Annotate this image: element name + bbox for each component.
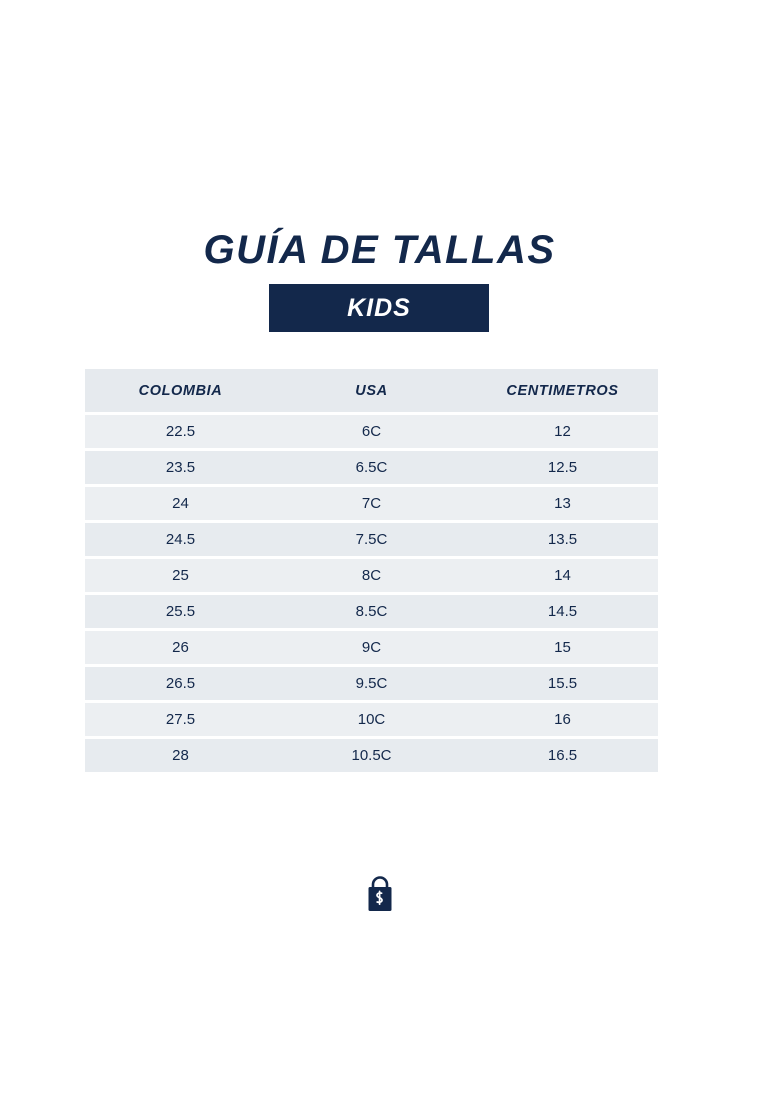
- size-table-container: [85, 366, 658, 775]
- cell-colombia: 23.5: [85, 451, 276, 484]
- cell-centimetros: 15: [467, 631, 658, 664]
- cell-usa: 6C: [276, 415, 467, 448]
- table-row: [85, 631, 658, 664]
- cell-usa: 9C: [276, 631, 467, 664]
- table-header-row: [85, 369, 658, 412]
- category-badge-label: KIDS: [347, 293, 411, 322]
- column-header-usa: USA: [276, 369, 467, 412]
- cell-centimetros: 16.5: [467, 739, 658, 772]
- column-header-centimetros: CENTIMETROS: [467, 369, 658, 412]
- page-title: GUÍA DE TALLAS: [203, 228, 556, 272]
- table-row: [85, 487, 658, 520]
- cell-colombia: 24: [85, 487, 276, 520]
- cell-centimetros: 12: [467, 415, 658, 448]
- cell-colombia: 27.5: [85, 703, 276, 736]
- cell-usa: 9.5C: [276, 667, 467, 700]
- cell-colombia: 25.5: [85, 595, 276, 628]
- cell-colombia: 26.5: [85, 667, 276, 700]
- footer-logo: [0, 876, 759, 919]
- table-row: [85, 739, 658, 772]
- cell-usa: 8.5C: [276, 595, 467, 628]
- cell-usa: 7C: [276, 487, 467, 520]
- column-header-colombia: COLOMBIA: [85, 369, 276, 412]
- table-row: [85, 703, 658, 736]
- table-row: [85, 523, 658, 556]
- size-table: [85, 366, 658, 775]
- table-row: [85, 559, 658, 592]
- cell-centimetros: 15.5: [467, 667, 658, 700]
- cell-colombia: 26: [85, 631, 276, 664]
- cell-centimetros: 12.5: [467, 451, 658, 484]
- size-table-body: [85, 415, 658, 772]
- cell-centimetros: 14: [467, 559, 658, 592]
- table-row: [85, 451, 658, 484]
- cell-usa: 10C: [276, 703, 467, 736]
- shopping-bag-icon: [364, 876, 396, 919]
- cell-colombia: 25: [85, 559, 276, 592]
- size-table-head: [85, 369, 658, 412]
- cell-usa: 8C: [276, 559, 467, 592]
- cell-centimetros: 16: [467, 703, 658, 736]
- cell-usa: 10.5C: [276, 739, 467, 772]
- category-badge: [269, 284, 489, 332]
- cell-colombia: 24.5: [85, 523, 276, 556]
- table-row: [85, 595, 658, 628]
- cell-usa: 6.5C: [276, 451, 467, 484]
- table-row: [85, 667, 658, 700]
- cell-colombia: 22.5: [85, 415, 276, 448]
- cell-colombia: 28: [85, 739, 276, 772]
- cell-centimetros: 13.5: [467, 523, 658, 556]
- table-row: [85, 415, 658, 448]
- cell-centimetros: 13: [467, 487, 658, 520]
- cell-usa: 7.5C: [276, 523, 467, 556]
- cell-centimetros: 14.5: [467, 595, 658, 628]
